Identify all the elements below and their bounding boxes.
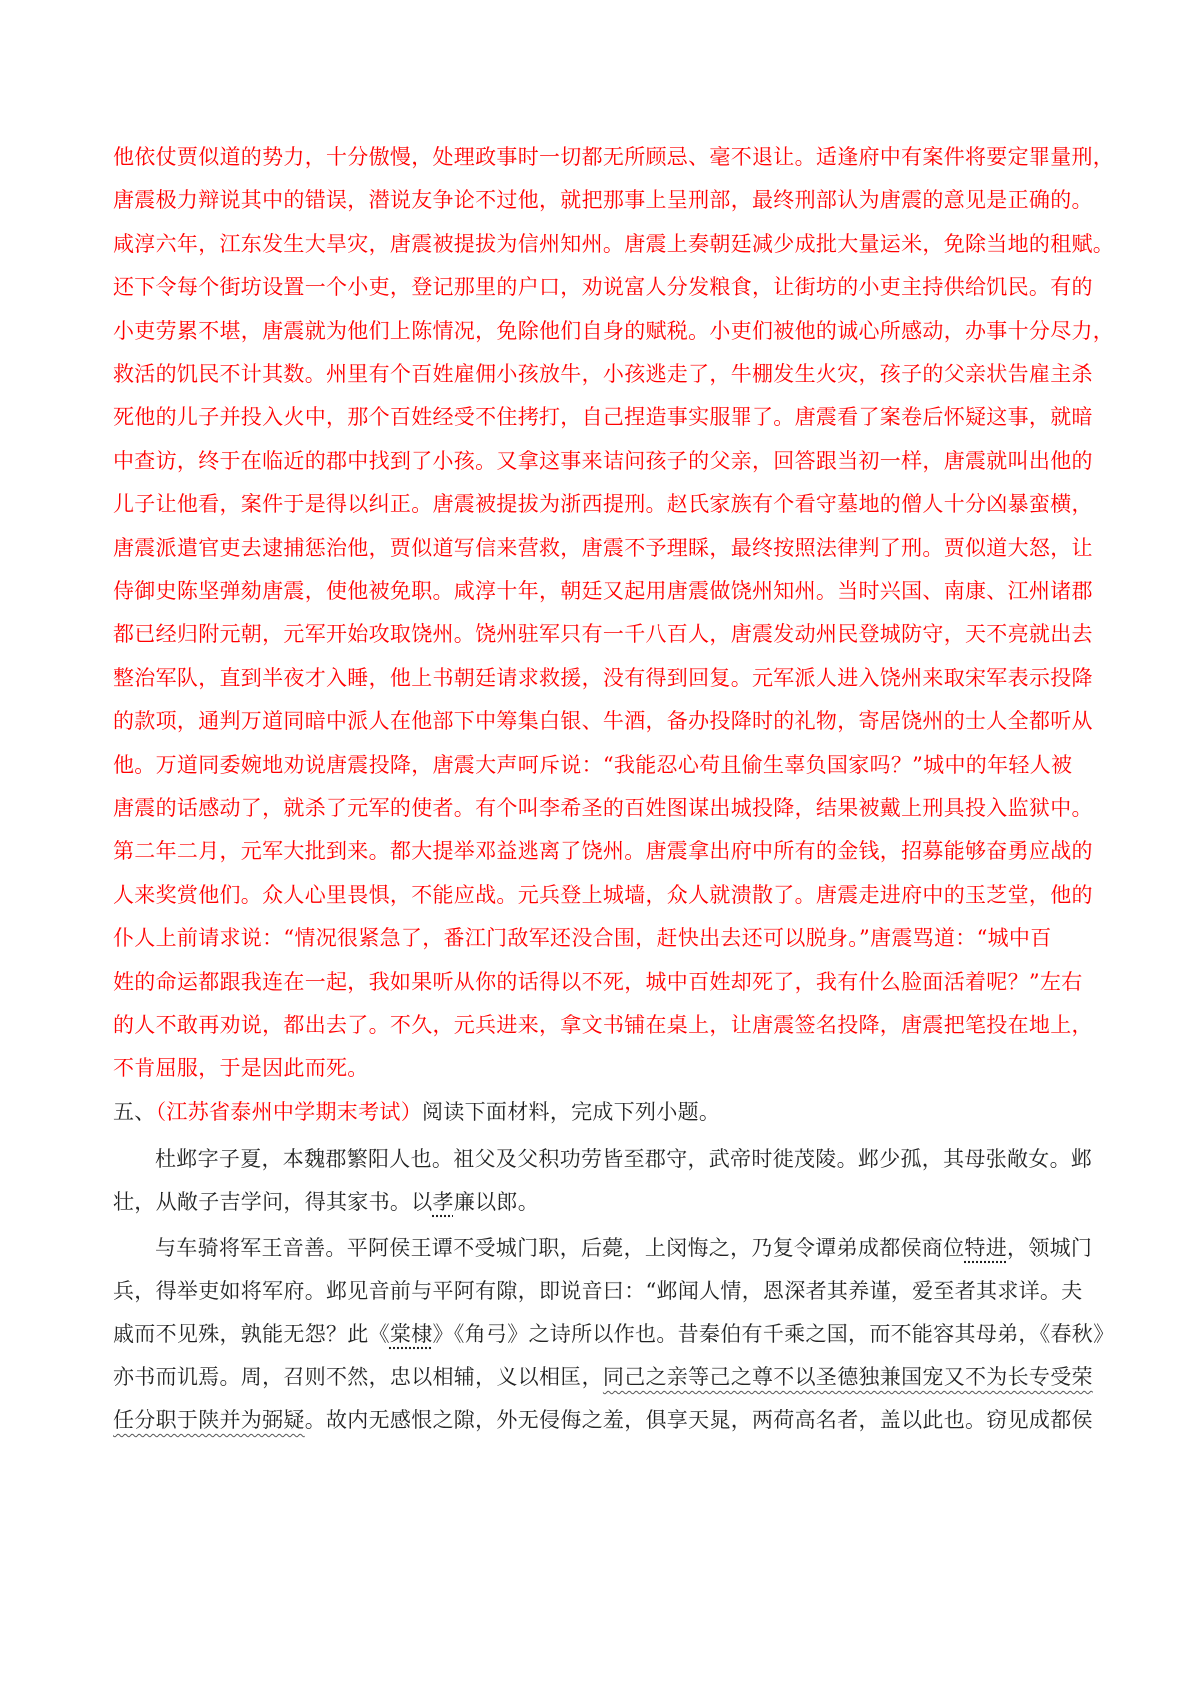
translation-line: 的款项，通判万道同暗中派人在他部下中筹集白银、牛酒，备办投降时的礼物，寄居饶州的士人全都听从: [113, 709, 1093, 734]
passage-line: [113, 1185, 1093, 1219]
translation-line: 唐震的话感动了，就杀了元军的使者。有个叫李希圣的百姓图谋出城投降，结果被戴上刑具投入监狱中。: [113, 796, 1093, 820]
translation-line: 人来奖赏他们。众人心里畏惧，不能应战。元兵登上城墙，众人就溃散了。唐震走进府中的玉芝堂，他的: [113, 882, 1093, 907]
passage-text: 兵，得举吏如将军府。邺见音前与平阿有隙，即说音曰：“邺闻人情，恩深者其养谨，爱至者其求详。夫: [113, 1279, 1083, 1303]
translation-line: 唐震极力辩说其中的错误，潜说友争论不过他，就把那事上呈刑部，最终刑部认为唐震的意见是正确的。: [113, 188, 1093, 213]
wavy-underlined-text: 同己之亲等己之尊不以圣德独兼国宠又不为长专受荣: [602, 1365, 1093, 1389]
translation-line: 死他的儿子并投入火中，那个百姓经受不住拷打，自己捏造事实服罪了。唐震看了案卷后怀疑这事，就暗: [113, 405, 1093, 430]
question-number: 五、: [113, 1100, 156, 1124]
emphasized-word: 特进: [964, 1236, 1008, 1260]
translation-line: 都已经归附元朝，元军开始攻取饶州。饶州驻军只有一千八百人，唐震发动州民登城防守，天不亮就出去: [113, 622, 1093, 647]
translation-line: 他依仗贾似道的势力，十分傲慢，处理政事时一切都无所顾忌、毫不退让。适逢府中有案件将要定罪量刑，: [113, 145, 1115, 169]
passage-line: [113, 1317, 1115, 1351]
passage-text: 。故内无感恨之隙，外无侵侮之羞，俱享天晁，两荷高名者，盖以此也。窃见成都侯: [304, 1408, 1093, 1432]
translation-line: 第二年二月，元军大批到来。都大提举邓益逃离了饶州。唐震拿出府中所有的金钱，招募能够奋勇应战的: [113, 839, 1093, 864]
passage-text: 》《角弓》之诗所以作也。昔秦伯有千乘之国，而不能容其母弟，《春秋》: [432, 1322, 1115, 1346]
translation-line: 儿子让他看，案件于是得以纠正。唐震被提拔为浙西提刑。赵氏家族有个看守墓地的僧人十分凶暴蛮横，: [113, 492, 1093, 517]
passage-line: [113, 1360, 1093, 1394]
translation-line: 他。万道同委婉地劝说唐震投降，唐震大声呵斥说：“我能忍心苟且偷生辜负国家吗？”城中的年轻人被: [113, 752, 1073, 777]
translation-line: 整治军队，直到半夜才入睡，他上书朝廷请求救援，没有得到回复。元军派人进入饶州来取宋军表示投降: [113, 665, 1093, 690]
passage-text: 壮，从敞子吉学问，得其家书。以: [113, 1190, 433, 1214]
translation-line: 小吏劳累不堪，唐震就为他们上陈情况，免除他们自身的赋税。小吏们被他的诚心所感动，办事十分尽力，: [113, 318, 1115, 343]
translation-line: 不肯屈服，于是因此而死。: [113, 1056, 369, 1081]
passage-text: ，领城门: [1007, 1236, 1093, 1260]
passage-line: [113, 1274, 1093, 1308]
question-heading: [113, 1095, 1093, 1129]
passage-text: 亦书而讥焉。周，召则不然，忠以相辅，义以相匡，: [113, 1365, 603, 1389]
passage-text: 廉以郎。: [453, 1190, 540, 1214]
emphasized-word: 棠棣: [389, 1322, 433, 1346]
passage-line: [113, 1403, 1093, 1437]
translation-line: 咸淳六年，江东发生大旱灾，唐震被提拔为信州知州。唐震上奏朝廷减少成批大量运米，免除当地的租赋。: [113, 231, 1115, 256]
translation-line: 唐震派遣官吏去逮捕惩治他，贾似道写信来营救，唐震不予理睬，最终按照法律判了刑。贾似道大怒，让: [113, 535, 1093, 560]
translation-line: 救活的饥民不计其数。州里有个百姓雇佣小孩放牛，小孩逃走了，牛棚发生火灾，孩子的父亲状告雇主杀: [113, 362, 1093, 386]
translation-line: 仆人上前请求说：“情况很紧急了，番江门敌军还没合围，赶快出去还可以脱身。”唐震骂道：“城中百: [113, 926, 1052, 951]
translation-line: 还下令每个街坊设置一个小吏，登记那里的户口，劝说富人分发粮食，让街坊的小吏主持供给饥民。有的: [113, 275, 1093, 300]
passage-line: [155, 1142, 1093, 1176]
passage-text: 戚而不见殊，孰能无怨？此《: [113, 1322, 390, 1346]
wavy-underlined-text: 任分职于陕并为弼疑: [113, 1408, 305, 1432]
question-prompt: 阅读下面材料，完成下列小题。: [422, 1100, 721, 1124]
emphasized-word: 孝: [432, 1190, 454, 1214]
passage-text: 与车骑将军王音善。平阿侯王谭不受城门职，后薨，上闵悔之，乃复令谭弟成都侯商位: [155, 1236, 965, 1260]
translation-line: 姓的命运都跟我连在一起，我如果听从你的话得以不死，城中百姓却死了，我有什么脸面活着呢？”左右: [113, 969, 1083, 994]
question-source: （江苏省泰州中学期末考试）: [155, 1100, 423, 1124]
translation-line: 侍御史陈坚弹劾唐震，使他被免职。咸淳十年，朝廷又起用唐震做饶州知州。当时兴国、南康、江州诸郡: [113, 579, 1093, 603]
passage-text: 杜邺字子夏，本魏郡繁阳人也。祖父及父积功劳皆至郡守，武帝时徙茂陵。邺少孤，其母张敞女。邺: [155, 1147, 1093, 1171]
translation-line: 中查访，终于在临近的郡中找到了小孩。又拿这事来诘问孩子的父亲，回答跟当初一样，唐震就叫出他的: [113, 448, 1093, 473]
passage-line: [155, 1231, 1093, 1265]
translation-line: 的人不敢再劝说，都出去了。不久，元兵进来，拿文书铺在桌上，让唐震签名投降，唐震把笔投在地上，: [113, 1013, 1093, 1037]
